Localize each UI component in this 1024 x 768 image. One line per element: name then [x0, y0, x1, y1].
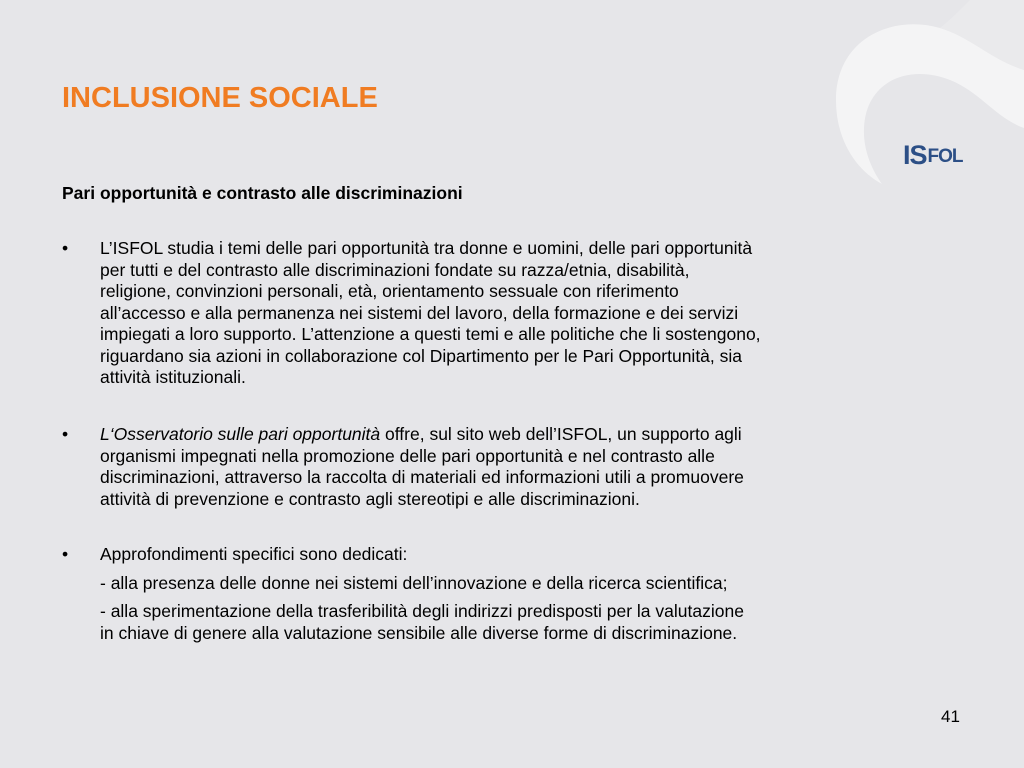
text-line: - alla sperimentazione della trasferibilità degli indirizzi predisposti per la valutazione [100, 601, 744, 621]
text-line: - alla presenza delle donne nei sistemi dell’innovazione e della ricerca scientifica; [100, 572, 728, 593]
bullet-paragraph [100, 238, 962, 389]
text-line: Approfondimenti specifici sono dedicati: [100, 544, 408, 564]
page-number: 41 [941, 707, 960, 726]
bullet-item-3 [62, 544, 962, 644]
text-line: impiegati a loro supporto. L’attenzione a questi temi e alle politiche che li sostengono, [100, 324, 761, 344]
text-line [100, 424, 962, 446]
text-line: organismi impegnati nella promozione delle pari opportunità e nel contrasto alle [100, 445, 715, 466]
text-line: attività di prevenzione e contrasto agli stereotipi e alle discriminazioni. [100, 488, 640, 509]
slide-subtitle: Pari opportunità e contrasto alle discriminazioni [62, 183, 463, 203]
text-line: per tutti e del contrasto alle discriminazioni fondate su razza/etnia, disabilità, [100, 259, 690, 280]
logo-letters-fol: FOL [927, 146, 963, 167]
logo-letter-s: S [909, 140, 927, 170]
observatory-name: L‘Osservatorio sulle pari opportunità [100, 424, 381, 444]
text-line: discriminazioni, attraverso la raccolta di materiali ed informazioni utili a promuovere [100, 467, 744, 487]
text-line: attività istituzionali. [100, 367, 246, 387]
sub-item-2 [100, 601, 962, 644]
text-fragment: offre, sul sito web dell’ISFOL, un supporto agli [380, 424, 742, 444]
bullet-paragraph [100, 424, 962, 510]
text-line: all’accesso e alla permanenza nei sistemi del lavoro, della formazione e dei servizi [100, 302, 739, 323]
logo-letter-i: I [903, 140, 910, 170]
text-line: L’ISFOL studia i temi delle pari opportunità tra donne e uomini, delle pari opportunità [100, 238, 753, 258]
text-line: religione, convinzioni personali, età, orientamento sessuale con riferimento [100, 281, 679, 301]
text-line: riguardano sia azioni in collaborazione col Dipartimento per le Pari Opportunità, sia [100, 345, 743, 366]
bullet-paragraph [100, 544, 962, 566]
bullet-symbol: • [62, 424, 69, 444]
bullet-item-2 [62, 424, 962, 510]
text-line: in chiave di genere alla valutazione sensibile alle diverse forme di discriminazione. [100, 622, 738, 643]
bullet-symbol: • [62, 544, 69, 564]
slide-title: INCLUSIONE SOCIALE [62, 82, 378, 114]
bullet-symbol: • [62, 238, 69, 258]
bullet-item-1 [62, 238, 962, 389]
sub-item-1 [100, 573, 962, 595]
isfol-logo [903, 140, 963, 176]
